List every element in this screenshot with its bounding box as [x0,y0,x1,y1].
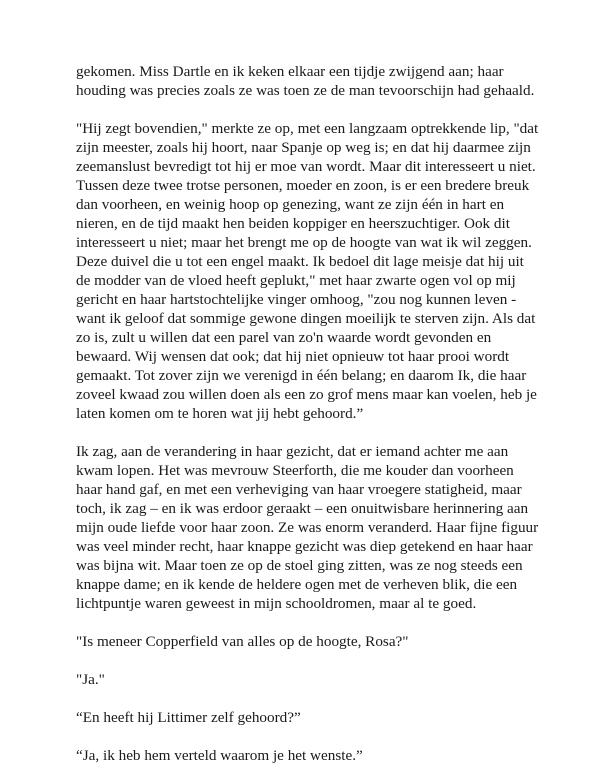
text-line: dan voorheen, en weinig hoop op genezing, want ze zijn één in hart en [76,196,505,213]
text-line: laten komen om te horen wat jij hebt gehoord.” [76,405,364,422]
text-line: Deze duivel die u tot een engel maakt. Ik bedoel dit lage meisje dat hij uit [76,253,524,270]
text-line: gemaakt. Tot zover zijn we verenigd in één belang; en daarom Ik, die haar [76,367,527,384]
text-line: "Is meneer Copperfield van alles op de hoogte, Rosa?" [76,633,409,650]
text-line: was veel minder recht, haar knappe gezicht was diep getekend en haar haar [76,538,533,555]
text-line: zoveel kwaad zou willen doen als een zo grof mens maar kan voelen, heb je [76,386,537,403]
text-line: Ik zag, aan de verandering in haar gezicht, dat er iemand achter me aan [76,443,509,460]
text-line: toch, ik zag – en ik was erdoor geraakt – een onuitwisbare herinnering aan [76,500,529,517]
text-line: Tussen deze twee trotse personen, moeder en zoon, is er een bredere breuk [76,177,530,194]
document-page [76,62,539,784]
paragraph-5 [76,670,536,689]
text-line: knappe dame; en ik kende de heldere ogen met de verheven blik, die een [76,576,518,593]
paragraph-7 [76,746,536,765]
paragraph-4 [76,632,536,651]
text-line: lichtpuntje waren geweest in mijn schooldromen, maar al te goed. [76,595,477,612]
text-line: de modder van de vloed heeft geplukt," met haar zwarte ogen vol op mij [76,272,516,289]
paragraph-3 [76,442,539,613]
text-line: zo is, zult u willen dat een parel van zo'n waarde wordt gevonden en [76,329,492,346]
text-line: nieren, en de tijd maakt hen beiden koppiger en heerszuchtiger. Ook dit [76,215,510,232]
paragraph-1 [76,62,536,100]
paragraph-6 [76,708,536,727]
text-line: "Ja." [76,671,105,688]
text-line: was bijna wit. Maar toen ze op de stoel ging zitten, was ze nog steeds een [76,557,523,574]
paragraph-2 [76,119,539,423]
text-line: "Hij zegt bovendien," merkte ze op, met een langzaam optrekkende lip, "dat [76,120,539,137]
text-line: zeemanslust bevredigt tot hij er moe van wordt. Maar dit interesseert u niet. [76,158,536,175]
text-line: want ik geloof dat sommige gewone dingen moeilijk te sterven zijn. Als dat [76,310,536,327]
text-line: “Ja, ik heb hem verteld waarom je het wenste.” [76,747,363,764]
text-line: haar hand gaf, en met een verheviging van haar vroegere statigheid, maar [76,481,522,498]
text-line: interesseert u niet; maar het brengt me op de hoogte van wat ik wil zeggen. [76,234,532,251]
text-line: houding was precies zoals ze was toen ze de man tevoorschijn had gehaald. [76,82,535,99]
text-line: gericht en haar hartstochtelijke vinger omhoog, "zou nog kunnen leven - [76,291,517,308]
text-line: “En heeft hij Littimer zelf gehoord?” [76,709,301,726]
text-line: zijn meester, zoals hij hoort, naar Spanje op weg is; en dat hij daarmee zijn [76,139,531,156]
text-line: gekomen. Miss Dartle en ik keken elkaar een tijdje zwijgend aan; haar [76,63,504,80]
text-line: mijn oude liefde voor haar zoon. Ze was enorm veranderd. Haar fijne figuur [76,519,539,536]
text-line: bewaard. Wij wensen dat ook; dat hij niet opnieuw tot haar prooi wordt [76,348,510,365]
text-line: kwam lopen. Het was mevrouw Steerforth, die me kouder dan voorheen [76,462,514,479]
